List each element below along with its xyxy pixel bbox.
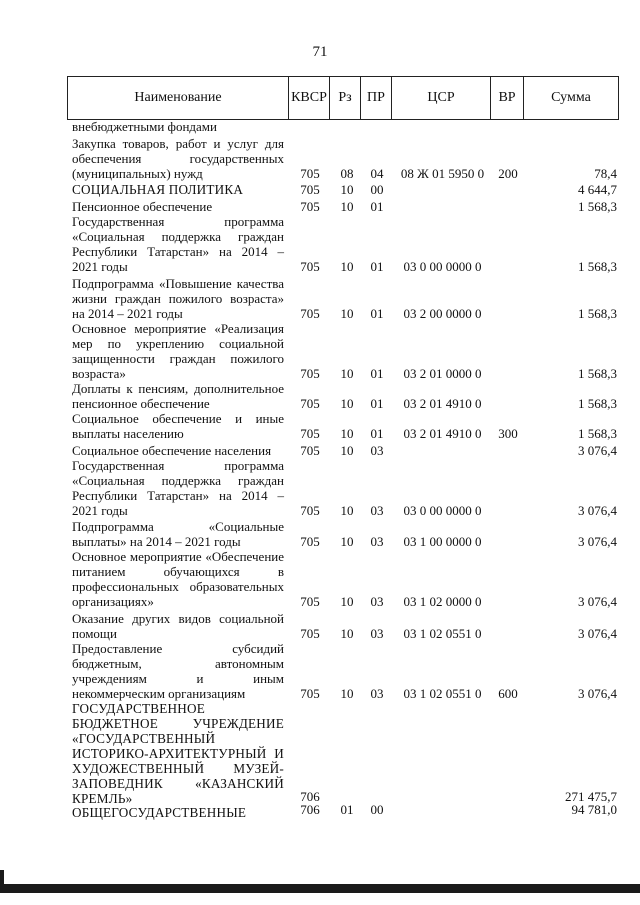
header-kvsr: КВСР: [289, 77, 330, 120]
row-sum: 271 475,7: [565, 789, 617, 804]
row-kvsr: 705: [300, 443, 320, 458]
row-kvsr: 705: [300, 182, 320, 197]
row-kvsr: 705: [300, 306, 320, 321]
row-pr: 03: [370, 626, 384, 641]
row-sum: 3 076,4: [578, 534, 617, 549]
row-rz: 10: [340, 426, 354, 441]
row-name: Закупка товаров, работ и услуг для обеспечения государственных (муниципальных) нужд: [72, 136, 284, 181]
row-sum: 4 644,7: [578, 182, 617, 197]
row-sum: 94 781,0: [571, 802, 617, 817]
row-csr: 03 2 01 0000 0: [403, 366, 482, 381]
row-csr: 03 1 00 0000 0: [403, 534, 482, 549]
row-csr: 03 1 02 0000 0: [403, 594, 482, 609]
row-sum: 3 076,4: [578, 686, 617, 701]
row-pr: 03: [370, 443, 384, 458]
row-name: Оказание других видов социальной помощи: [72, 611, 284, 641]
row-rz: 10: [340, 259, 354, 274]
header-csr: ЦСР: [392, 77, 491, 120]
row-kvsr: 705: [300, 366, 320, 381]
row-rz: 10: [340, 306, 354, 321]
header-name: Наименование: [68, 77, 289, 120]
row-kvsr: 705: [300, 259, 320, 274]
row-csr: 03 2 01 4910 0: [403, 396, 482, 411]
row-pr: 04: [370, 166, 384, 181]
row-sum: 3 076,4: [578, 626, 617, 641]
row-rz: 10: [340, 443, 354, 458]
row-pr: 00: [370, 182, 384, 197]
row-sum: 78,4: [594, 166, 617, 181]
row-csr: 08 Ж 01 5950 0: [400, 166, 485, 181]
row-pr: 01: [370, 396, 384, 411]
row-kvsr: 706: [300, 802, 320, 817]
row-sum: 1 568,3: [578, 306, 617, 321]
row-sum: 1 568,3: [578, 366, 617, 381]
row-vr: 300: [498, 426, 518, 441]
row-pr: 01: [370, 306, 384, 321]
row-pr: 03: [370, 686, 384, 701]
header-pr: ПР: [361, 77, 392, 120]
row-kvsr: 705: [300, 534, 320, 549]
row-sum: 3 076,4: [578, 594, 617, 609]
row-kvsr: 705: [300, 503, 320, 518]
row-rz: 10: [340, 366, 354, 381]
row-csr: 03 2 01 4910 0: [403, 426, 482, 441]
row-kvsr: 705: [300, 626, 320, 641]
row-sum: 3 076,4: [578, 503, 617, 518]
scan-bottom-bar: [0, 884, 640, 893]
row-name: Государственная программа «Социальная поддержка граждан Республики Татарстан» на 2014 – 2021 годы: [72, 458, 284, 518]
row-csr: 03 2 00 0000 0: [403, 306, 482, 321]
header-sum: Сумма: [524, 77, 619, 120]
row-rz: 10: [340, 503, 354, 518]
table-header: [67, 76, 619, 120]
row-vr: 200: [498, 166, 518, 181]
row-kvsr: 706: [300, 789, 320, 804]
row-pr: 03: [370, 594, 384, 609]
row-name: Предоставление субсидий бюджетным, автономным учреждениям и иным некоммерческим организациям: [72, 641, 284, 701]
row-rz: 10: [340, 396, 354, 411]
row-sum: 1 568,3: [578, 396, 617, 411]
row-kvsr: 705: [300, 426, 320, 441]
row-kvsr: 705: [300, 166, 320, 181]
row-name: Подпрограмма «Повышение качества жизни граждан пожилого возраста» на 2014 – 2021 годы: [72, 276, 284, 321]
row-name: СОЦИАЛЬНАЯ ПОЛИТИКА: [72, 182, 244, 197]
row-kvsr: 705: [300, 396, 320, 411]
page-number: 71: [312, 44, 328, 60]
row-name: Основное мероприятие «Обеспечение питанием обучающихся в профессиональных образовательных организациях»: [72, 549, 284, 609]
row-name: ОБЩЕГОСУДАРСТВЕННЫЕ: [72, 805, 247, 820]
row-pr: 01: [370, 259, 384, 274]
row-rz: 10: [340, 199, 354, 214]
row-rz: 10: [340, 626, 354, 641]
row-rz: 10: [340, 686, 354, 701]
row-kvsr: 705: [300, 594, 320, 609]
row-rz: 08: [340, 166, 354, 181]
row-name: Государственная программа «Социальная поддержка граждан Республики Татарстан» на 2014 – 2021 годы: [72, 214, 284, 274]
header-rz: Рз: [330, 77, 361, 120]
row-name: Доплаты к пенсиям, дополнительное пенсионное обеспечение: [72, 381, 284, 411]
row-rz: 10: [340, 594, 354, 609]
row-csr: 03 0 00 0000 0: [403, 503, 482, 518]
row-pr: 00: [370, 802, 384, 817]
row-name: ГОСУДАРСТВЕННОЕ БЮДЖЕТНОЕ УЧРЕЖДЕНИЕ «ГОСУДАРСТВЕННЫЙ ИСТОРИКО-АРХИТЕКТУРНЫЙ И ХУДОЖЕСТВЕННЫЙ МУЗЕЙ-ЗАПОВЕДНИК «КАЗАНСКИЙ КРЕМЛЬ»: [72, 701, 284, 806]
row-csr: 03 1 02 0551 0: [403, 626, 482, 641]
row-name: Социальное обеспечение и иные выплаты населению: [72, 411, 284, 441]
row-name: Пенсионное обеспечение: [72, 199, 213, 214]
row-kvsr: 705: [300, 199, 320, 214]
row-name: Социальное обеспечение населения: [72, 443, 272, 458]
header-vr: ВР: [491, 77, 524, 120]
row-sum: 1 568,3: [578, 426, 617, 441]
row-pr: 01: [370, 366, 384, 381]
row-pr: 03: [370, 534, 384, 549]
row-pr: 01: [370, 426, 384, 441]
row-rz: 10: [340, 534, 354, 549]
row-sum: 1 568,3: [578, 259, 617, 274]
row-name: Подпрограмма «Социальные выплаты» на 2014 – 2021 годы: [72, 519, 284, 549]
row-csr: 03 1 02 0551 0: [403, 686, 482, 701]
row-sum: 3 076,4: [578, 443, 617, 458]
row-pr: 01: [370, 199, 384, 214]
row-rz: 01: [340, 802, 354, 817]
row-kvsr: 705: [300, 686, 320, 701]
row-vr: 600: [498, 686, 518, 701]
row-rz: 10: [340, 182, 354, 197]
row-csr: 03 0 00 0000 0: [403, 259, 482, 274]
row-sum: 1 568,3: [578, 199, 617, 214]
row-name: внебюджетными фондами: [72, 119, 217, 134]
row-name: Основное мероприятие «Реализация мер по укреплению социальной защищенности граждан пожилого возраста»: [72, 321, 284, 381]
row-pr: 03: [370, 503, 384, 518]
